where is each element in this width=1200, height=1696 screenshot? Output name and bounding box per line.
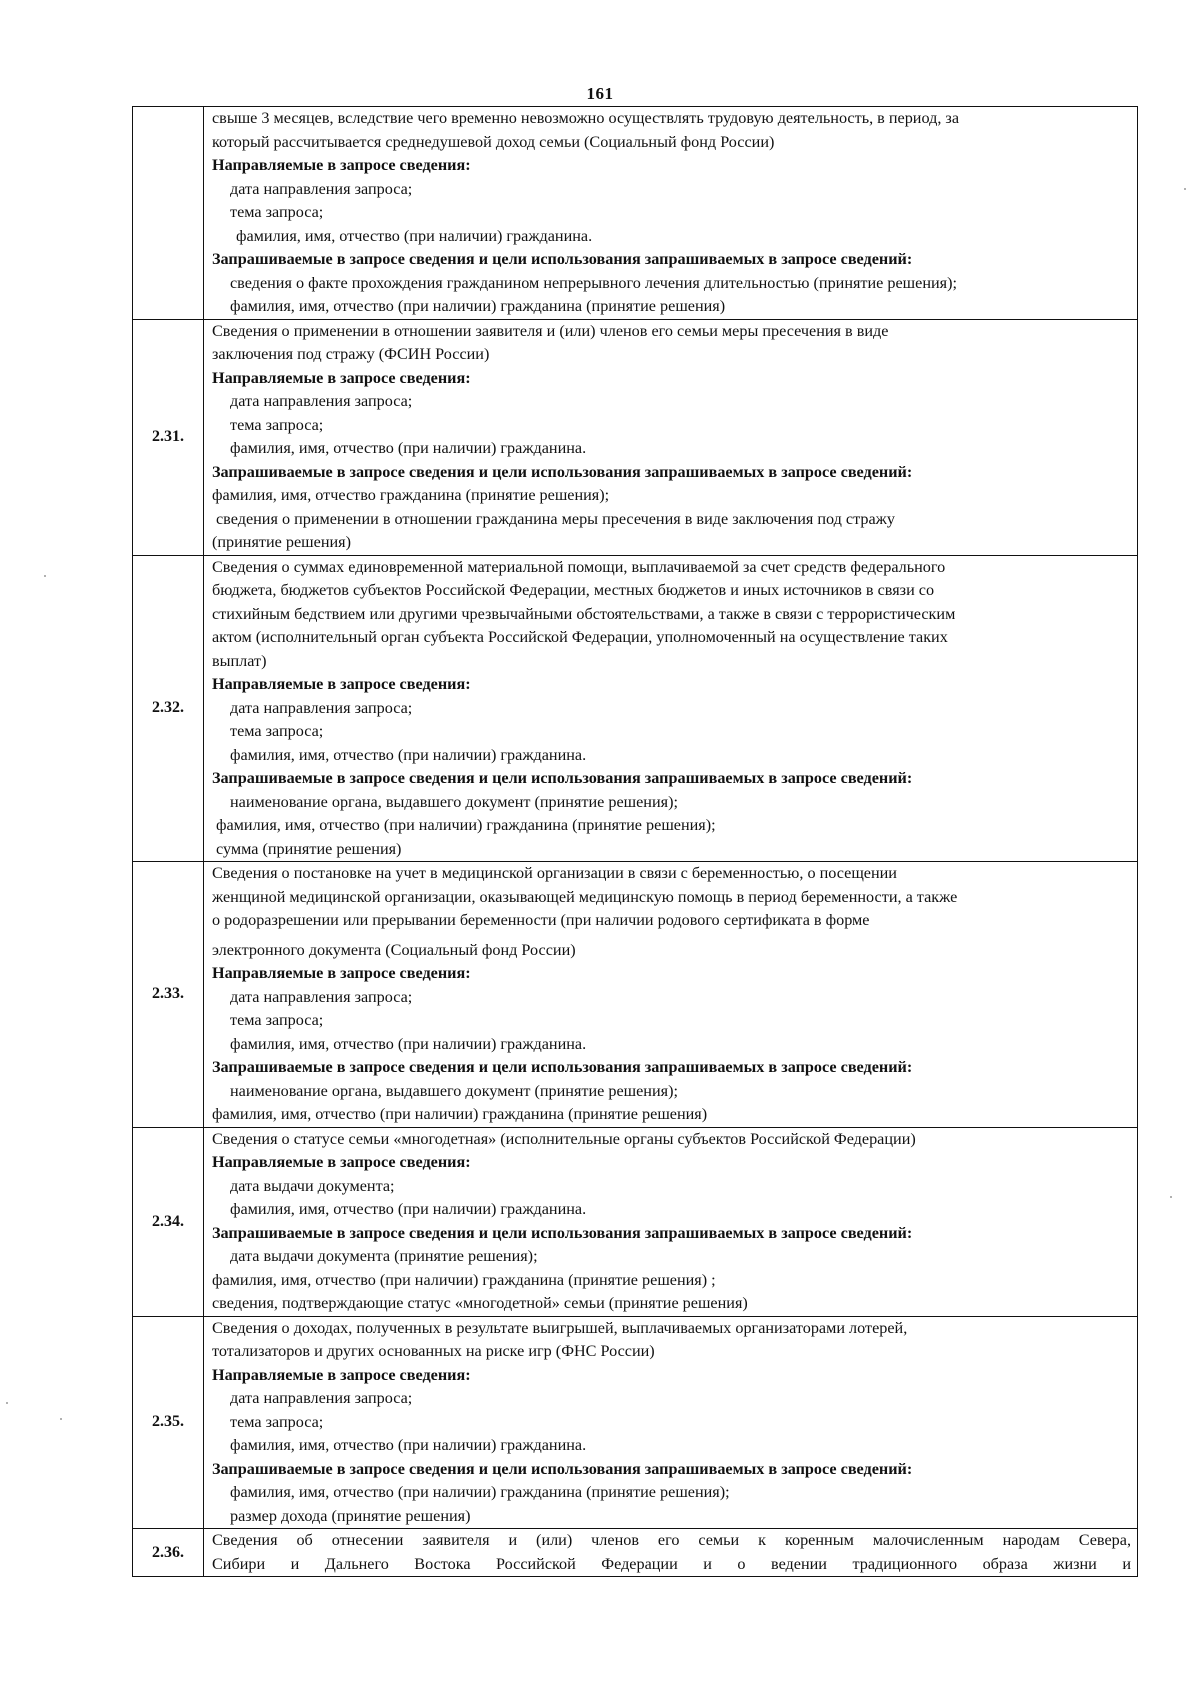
list-item: фамилия, имя, отчество (при наличии) гражданина.: [230, 1034, 587, 1053]
row-number: 2.33.: [133, 862, 204, 1128]
section-heading: Направляемые в запросе сведения:: [212, 675, 471, 693]
list-item: фамилия, имя, отчество (при наличии) гражданина.: [230, 1436, 587, 1454]
text-line: о родоразрешении или прерывании беременности (при наличии родового сертификата в форме: [212, 911, 870, 929]
section-heading: Запрашиваемые в запросе сведения и цели использования запрашиваемых в запросе сведений:: [212, 769, 913, 787]
text-line: стихийным бедствием или другими чрезвычайными обстоятельствами, а также в связи с террористическим: [212, 604, 956, 623]
text-line: который рассчитывается среднедушевой доход семьи (Социальный фонд России): [212, 132, 775, 151]
list-item: фамилия, имя, отчество (при наличии) гражданина.: [230, 1200, 587, 1218]
requests-table: [132, 106, 1138, 1577]
list-item: сведения о факте прохождения гражданином непрерывного лечения длительностью (принятие решения);: [230, 273, 957, 292]
text-line: актом (исполнительный орган субъекта Российской Федерации, уполномоченный на осуществление таких: [212, 628, 948, 646]
row-number: 2.31.: [133, 319, 204, 555]
row-content: [204, 107, 1138, 320]
list-item: дата направления запроса;: [230, 1389, 413, 1407]
text-line: Сибири и Дальнего Востока Российской Федерации и о ведении традиционного образа жизни и: [212, 1554, 1131, 1573]
list-item: тема запроса;: [230, 203, 324, 221]
text-line: женщиной медицинской организации, оказывающей медицинскую помощь в период беременности, а также: [212, 887, 958, 906]
section-heading: Направляемые в запросе сведения:: [212, 964, 471, 982]
list-item: сведения о применении в отношении гражданина меры пресечения в виде заключения под стражу: [216, 509, 895, 528]
row-content: [204, 319, 1138, 555]
section-heading: Направляемые в запросе сведения:: [212, 1365, 471, 1384]
list-item: наименование органа, выдавшего документ (принятие решения);: [230, 792, 678, 811]
list-item: фамилия, имя, отчество (при наличии) гражданина.: [230, 745, 587, 764]
section-heading: Запрашиваемые в запросе сведения и цели использования запрашиваемых в запросе сведений:: [212, 1058, 913, 1076]
row-content: [204, 555, 1138, 862]
table-row: [133, 1316, 1138, 1529]
list-item: дата направления запроса;: [230, 987, 413, 1006]
text-line: Сведения о статусе семьи «многодетная» (исполнительные органы субъектов Российской Федерации): [212, 1129, 916, 1148]
table-row: [133, 107, 1138, 320]
list-item: тема запроса;: [230, 722, 324, 740]
text-line: электронного документа (Социальный фонд России): [212, 940, 576, 959]
list-item: дата направления запроса;: [230, 392, 413, 410]
row-number: 2.35.: [133, 1316, 204, 1529]
list-item: тема запроса;: [230, 1011, 324, 1029]
row-number: 2.34.: [133, 1127, 204, 1316]
text-line: заключения под стражу (ФСИН России): [212, 345, 490, 363]
row-content: [204, 1316, 1138, 1529]
scan-speck: [1184, 188, 1186, 190]
section-heading: Запрашиваемые в запросе сведения и цели использования запрашиваемых в запросе сведений:: [212, 1459, 913, 1478]
row-content: [204, 1529, 1138, 1577]
section-heading: Запрашиваемые в запросе сведения и цели использования запрашиваемых в запросе сведений:: [212, 250, 913, 268]
list-item: (принятие решения): [212, 533, 351, 551]
section-heading: Направляемые в запросе сведения:: [212, 156, 471, 174]
text-line: Сведения о суммах единовременной материальной помощи, выплачиваемой за счет средств федерального: [212, 557, 946, 576]
list-item: сведения, подтверждающие статус «многодетной» семьи (принятие решения): [212, 1294, 748, 1312]
list-item: тема запроса;: [230, 1412, 324, 1431]
table-row: [133, 555, 1138, 862]
list-item: фамилия, имя, отчество (при наличии) гражданина (принятие решения) ;: [212, 1270, 716, 1289]
text-line: Сведения о применении в отношении заявителя и (или) членов его семьи меры пресечения в виде: [212, 321, 889, 340]
list-item: фамилия, имя, отчество (при наличии) гражданина.: [236, 226, 593, 245]
list-item: фамилия, имя, отчество (при наличии) гражданина (принятие решения): [230, 297, 726, 315]
list-item: фамилия, имя, отчество (при наличии) гражданина (принятие решения);: [230, 1483, 730, 1501]
list-item: тема запроса;: [230, 415, 324, 434]
row-number: 2.32.: [133, 555, 204, 862]
scan-speck: [44, 575, 46, 577]
table-row: [133, 319, 1138, 555]
row-number: [133, 107, 204, 320]
text-line: тотализаторов и других основанных на риске игр (ФНС России): [212, 1342, 655, 1360]
list-item: фамилия, имя, отчество (при наличии) гражданина (принятие решения): [212, 1105, 708, 1123]
text-line: Сведения о постановке на учет в медицинской организации в связи с беременностью, о посещении: [212, 864, 897, 882]
scan-speck: [60, 1418, 62, 1420]
list-item: дата направления запроса;: [230, 179, 413, 198]
section-heading: Направляемые в запросе сведения:: [212, 368, 471, 387]
text-line: бюджета, бюджетов субъектов Российской Федерации, местных бюджетов и иных источников в связи со: [212, 581, 935, 599]
list-item: дата направления запроса;: [230, 698, 413, 717]
scan-speck: [1170, 1196, 1172, 1198]
list-item: наименование органа, выдавшего документ (принятие решения);: [230, 1081, 678, 1100]
scan-speck: [6, 1402, 8, 1404]
list-item: размер дохода (принятие решения): [230, 1506, 471, 1525]
section-heading: Запрашиваемые в запросе сведения и цели использования запрашиваемых в запросе сведений:: [212, 462, 913, 481]
table-row: [133, 1529, 1138, 1577]
row-content: [204, 1127, 1138, 1316]
text-line: выплат): [212, 651, 267, 670]
row-content: [204, 862, 1138, 1128]
list-item: фамилия, имя, отчество (при наличии) гражданина (принятие решения);: [216, 816, 716, 834]
section-heading: Направляемые в запросе сведения:: [212, 1153, 471, 1171]
row-number: 2.36.: [133, 1529, 204, 1577]
list-item: фамилия, имя, отчество (при наличии) гражданина.: [230, 439, 587, 457]
section-heading: Запрашиваемые в запросе сведения и цели использования запрашиваемых в запросе сведений:: [212, 1223, 913, 1242]
list-item: фамилия, имя, отчество гражданина (принятие решения);: [212, 486, 610, 504]
table-row: [133, 1127, 1138, 1316]
text-line: Сведения о доходах, полученных в результате выигрышей, выплачиваемых организаторами лотерей,: [212, 1318, 908, 1337]
page-number: 161: [586, 84, 614, 103]
text-line: Сведения об отнесении заявителя и (или) членов его семьи к коренным малочисленным народам Севера,: [212, 1531, 1131, 1549]
list-item: сумма (принятие решения): [216, 839, 402, 858]
table-row: [133, 862, 1138, 1128]
text-line: свыше 3 месяцев, вследствие чего временно невозможно осуществлять трудовую деятельность, в период, за: [212, 109, 960, 127]
list-item: дата выдачи документа;: [230, 1176, 395, 1195]
list-item: дата выдачи документа (принятие решения);: [230, 1247, 538, 1265]
